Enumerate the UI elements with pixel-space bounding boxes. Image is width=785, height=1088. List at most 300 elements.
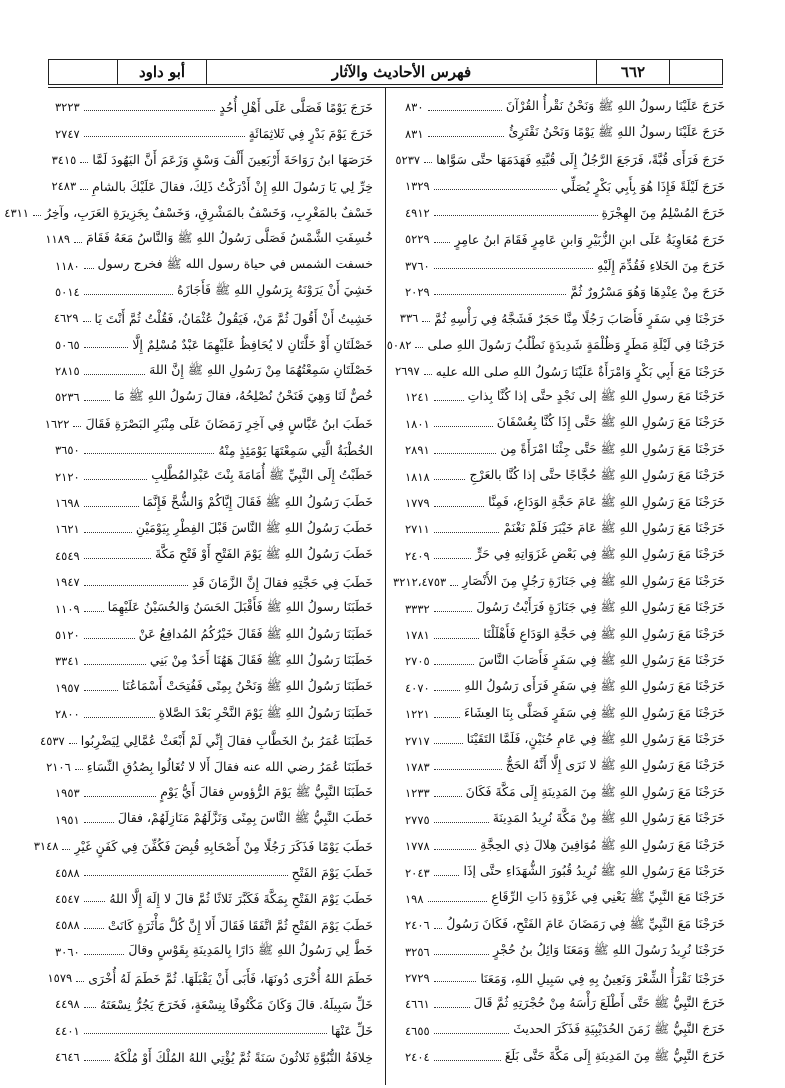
- hadith-number: ٣٣٦: [399, 311, 419, 326]
- leader-dots: [434, 268, 593, 269]
- hadith-number: ١٦٩٨: [55, 496, 80, 511]
- hadith-number: ٢٤٠٦: [405, 918, 430, 933]
- hadith-number: ٢٤٠٩: [405, 548, 430, 563]
- hadith-number: ٨٣١: [405, 126, 424, 141]
- leader-dots: [84, 901, 106, 902]
- leader-dots: [84, 453, 215, 454]
- leader-dots: [33, 215, 41, 216]
- hadith-incipit: خَرَجَ مِنَ الخَلاءِ فَقُدِّمَ إِلَيْهِ: [597, 258, 725, 274]
- leader-dots: [69, 743, 77, 744]
- index-entry: [405, 200, 725, 226]
- leader-dots: [434, 664, 475, 665]
- index-entry: [4, 200, 373, 226]
- leader-dots: [415, 347, 423, 348]
- hadith-number: ٤٥٤٩: [55, 548, 80, 563]
- hadith-number: ٥٢٣٧: [395, 152, 421, 167]
- hadith-incipit: خَرَجَ المُسْلِمُ مِنَ الهِجْرَةِ: [601, 205, 725, 221]
- index-entry: [55, 912, 373, 938]
- hadith-number: ١٩٥١: [55, 812, 80, 827]
- leader-dots: [84, 374, 145, 375]
- index-entry: [405, 411, 725, 437]
- leader-dots: [434, 215, 598, 216]
- leader-dots: [62, 849, 70, 850]
- index-entry: [55, 569, 373, 595]
- hadith-number: ٢٧٢٩: [405, 971, 430, 986]
- hadith-number: ٢٤٨٣: [51, 179, 77, 194]
- leader-dots: [84, 585, 188, 586]
- hadith-incipit: خَرَصَهَا ابنُ رَوَاحَةَ أَرْبَعِينَ أَلْفَ وَسْقٍ وَزَعَمَ أَنَّ اليَهُودَ لَمَّا: [92, 152, 373, 168]
- index-entry: [405, 859, 725, 885]
- hadith-number: ٥٢٢٩: [405, 232, 430, 247]
- hadith-incipit: خَرَجْنَا مَعَ رَسُولِ اللهِ ﷺ مِنَ المَدِينَةِ إِلَى مَكَّةَ فَكَانَ: [465, 783, 725, 799]
- leader-dots: [422, 321, 430, 322]
- leader-dots: [434, 189, 557, 190]
- hadith-incipit: خَرَجْنَا مَعَ رَسُولِ اللهِ ﷺ حُجَّاجًا حتَّى إذا كُنَّا بالعَرْجِ: [469, 467, 725, 483]
- index-entry: [405, 173, 725, 199]
- index-entry: [55, 886, 373, 912]
- leader-dots: [84, 136, 245, 137]
- hadith-incipit: خَلِّ عَنْهَا: [331, 1023, 373, 1039]
- leader-dots: [434, 690, 461, 691]
- index-entry: [51, 173, 373, 199]
- hadith-number: ١٢٢١: [405, 707, 430, 722]
- index-entry: [395, 358, 725, 384]
- index-entry: [55, 279, 373, 305]
- index-entry: [55, 595, 373, 621]
- hadith-incipit: خَطَبَنَا النَّبِيُّ ﷺ يَوْمَ الرُّؤوسِ فقالَ أَيُّ يَوْمٍ: [160, 783, 373, 799]
- index-entry: [40, 727, 373, 753]
- index-entry: [405, 727, 725, 753]
- hadith-incipit: خَصْلَتَانِ أَوْ خَلَّتَانِ لا يُحَافِظُ عَلَيْهِمَا عَبْدٌ مُسْلِمٌ إِلَّا: [132, 337, 373, 353]
- hadith-incipit: خَطَبْتُ إِلَى النَّبِيِّ ﷺ أُمَامَةَ بِنْتَ عَبْدِالمُطَّلِبِ: [151, 467, 373, 483]
- index-entry: [51, 147, 373, 173]
- hadith-incipit: خَرَجْنَا مَعَ رَسُولِ اللهِ ﷺ عَامَ خَيْبَرَ فَلَمْ نَغْنَمْ: [503, 519, 725, 535]
- leader-dots: [434, 822, 489, 823]
- index-entry: [55, 332, 373, 358]
- hadith-incipit: خَرَجَ عَلَيْنَا رسولُ اللهِ ﷺ وَنَحْنُ نَقْرأُ القُرْآنَ: [505, 97, 725, 113]
- index-entry: [405, 226, 725, 252]
- hadith-incipit: خَطَبَنَا رَسُولُ اللهِ ﷺ وَنَحْنُ بِمِنًى فَفُتِحَتْ أَسْمَاعُنَا: [122, 678, 373, 694]
- hadith-incipit: خَرَجْنَا فِي سَفَرٍ فَأَصَابَ رَجُلًا مِنَّا حَجَرٌ فَشَجَّهُ فِي رَأْسِهِ ثُمَّ: [434, 310, 725, 326]
- hadith-number: ٥٠٦٥: [55, 337, 80, 352]
- leader-dots: [80, 162, 88, 163]
- index-entry: [405, 622, 725, 648]
- hadith-number: ٢٦٩٧: [395, 364, 420, 379]
- hadith-incipit: خَلِّ سَبِيلَهُ. قالَ وَكَانَ مَكْتُوفًا بِنِسْعَةٍ، فَخَرَجَ يَجُرُّ نِسْعَتَهُ: [99, 996, 373, 1012]
- hadith-incipit: خَطَبَنَا عُمَرُ بنُ الخَطَّابِ فقالَ إِنِّي لَمْ أَبْعَثْ عُمَّالِي لِيَضْرِبُوا: [80, 733, 373, 749]
- hadith-number: ١٣٢٩: [405, 179, 430, 194]
- hadith-incipit: خَطَبَ يَوْمَ الفَتْحِ: [291, 865, 373, 881]
- hadith-incipit: خَشِيتُ أَنْ أَقُولَ ثُمَّ مَنْ، فَيَقُولُ عُثْمَانُ، فَقُلْتُ ثُمَّ أَنْتَ يَا: [94, 310, 373, 326]
- leader-dots: [76, 981, 84, 982]
- hadith-incipit: خَرَجْنَا مَعَ رَسُولِ اللهِ ﷺ حَتَّى إِذَا كُنَّا بِعُسْفَانَ: [496, 414, 725, 430]
- leader-dots: [434, 796, 462, 797]
- hadith-number: ٤٣١١: [4, 205, 29, 220]
- book-name: أبو داود: [117, 60, 206, 84]
- hadith-number: ١٥٧٩: [47, 971, 73, 986]
- hadith-incipit: خَطَبَ رَسُولُ اللهِ ﷺ النَّاسَ قَبْلَ الفِطْرِ بِيَوْمَيْنِ: [135, 519, 373, 535]
- hadith-incipit: خَرَجْنَا فِي لَيْلَةِ مَطَرٍ وَظُلْمَةٍ شَدِيدَةٍ نَطْلُبُ رَسُولَ اللهِ صلى: [427, 337, 725, 353]
- index-entry: [55, 358, 373, 384]
- index-entry: [405, 1044, 725, 1070]
- hadith-incipit: خَرَجْنَا مَعَ رَسُولِ اللهِ ﷺ فِي سَفَرٍ فَصَلَّى بِنَا العِشَاءَ: [464, 704, 725, 720]
- hadith-number: ١٩٨: [405, 891, 424, 906]
- page-header: [48, 59, 723, 85]
- hadith-number: ١٨٠١: [405, 416, 430, 431]
- index-entry: [55, 384, 373, 410]
- leader-dots: [434, 981, 477, 982]
- hadith-incipit: خَطَبَنَا عُمَرُ رضي الله عنه فقالَ أَلا لا تُغَالُوا بِصُدُقِ النِّسَاءِ: [86, 759, 373, 775]
- leader-dots: [434, 954, 489, 955]
- hadith-number: ٤٥٨٨: [55, 865, 80, 880]
- hadith-number: ٤٦٢٩: [53, 311, 79, 326]
- leader-dots: [434, 611, 473, 612]
- leader-dots: [434, 532, 500, 533]
- index-entry: [405, 279, 725, 305]
- hadith-incipit: خَرَجْنَا مَعَ رَسُولِ اللهِ ﷺ فِي سَفَرٍ فَرَأَى رَسُولُ اللهِ: [464, 678, 725, 694]
- leader-dots: [434, 743, 463, 744]
- hadith-number: ٢٧١١: [405, 522, 430, 537]
- leader-dots: [434, 400, 464, 401]
- index-entry: [393, 569, 725, 595]
- hadith-number: ٢٨٠٠: [55, 707, 80, 722]
- leader-dots: [84, 875, 288, 876]
- leader-dots: [75, 769, 83, 770]
- index-entry: [55, 94, 373, 120]
- hadith-number: ٥٢٣٦: [55, 390, 80, 405]
- index-entry: [55, 437, 373, 463]
- leader-dots: [434, 479, 466, 480]
- index-entry: [55, 648, 373, 674]
- hadith-number: ٤٦٥٥: [405, 1023, 430, 1038]
- hadith-number: ٢٠٤٣: [405, 865, 430, 880]
- index-entry: [405, 886, 725, 912]
- index-entry: [405, 252, 725, 278]
- index-entry: [405, 701, 725, 727]
- index-entry: [55, 516, 373, 542]
- hadith-number: ٤٩١٢: [405, 205, 430, 220]
- hadith-incipit: خَرَجْنَا مَعَ رسولِ اللهِ ﷺ إلى نَجْدٍ حتَّى إذا كُنَّا بِذاتِ: [467, 387, 725, 403]
- leader-dots: [428, 136, 505, 137]
- hadith-number: ٣١٤٨: [33, 839, 59, 854]
- index-entry: [405, 965, 725, 991]
- hadith-incipit: خَطَبَنَا رَسُولُ اللهِ ﷺ فَقَالَ هَهُنَا أَحَدٌ مِنْ بَنِي: [149, 651, 373, 667]
- index-entry: [405, 120, 725, 146]
- leader-dots: [434, 1033, 509, 1034]
- hadith-incipit: خَطَبَنَا رسولُ اللهِ ﷺ فَأَقْبَلَ الحَسَنُ وَالحُسَيْنُ عَلَيْهِمَا: [107, 599, 373, 615]
- leader-dots: [434, 849, 476, 850]
- hadith-number: ٣٣٣٢: [405, 601, 430, 616]
- hadith-number: ١٨١٨: [405, 469, 430, 484]
- header-spacer-left: [49, 60, 117, 84]
- leader-dots: [84, 1033, 327, 1034]
- hadith-number: ١٦٢٢: [44, 416, 70, 431]
- index-entry: [405, 1018, 725, 1044]
- leader-dots: [434, 769, 502, 770]
- hadith-number: ٣٧٦٠: [405, 258, 430, 273]
- hadith-incipit: خَرَجَ مِنْ عِنْدِهَا وَهُوَ مَسْرُورٌ ثُمَّ: [570, 284, 725, 300]
- hadith-number: ٥١٢٠: [55, 628, 80, 642]
- hadith-number: ١٢٣٣: [405, 786, 430, 801]
- hadith-incipit: خَسْفٌ بالمَغْرِبِ، وَخَسْفٌ بالمَشْرِقِ، وَخَسْفٌ بِجَزِيرَةِ العَرَبِ، وآخِرُ: [44, 205, 373, 221]
- index-entry: [405, 490, 725, 516]
- hadith-number: ٢٧٠٥: [405, 654, 430, 669]
- header-spacer-right: [669, 60, 722, 84]
- index-entry: [47, 965, 373, 991]
- hadith-number: ٣٢٢٣: [55, 100, 80, 115]
- hadith-incipit: خَرَجْنَا مَعَ رَسُولِ اللهِ ﷺ فِي حَجَّةِ الوَدَاعِ فَأَهْلَلْنَا: [483, 625, 725, 641]
- index-entry: [55, 305, 373, 331]
- index-entry: [55, 120, 373, 146]
- index-entry: [405, 912, 725, 938]
- leader-dots: [84, 400, 110, 401]
- index-entry: [46, 754, 373, 780]
- index-entry: [55, 939, 373, 965]
- hadith-incipit: خَصْلَتَانِ سَمِعْتُهُمَا مِنْ رَسُولِ اللهِ ﷺ إِنَّ اللهَ: [149, 361, 373, 377]
- index-entry: [405, 807, 725, 833]
- leader-dots: [434, 638, 480, 639]
- index-entry: [395, 147, 725, 173]
- left-column: [4, 94, 373, 1070]
- leader-dots: [84, 506, 139, 507]
- index-entry: [55, 701, 373, 727]
- hadith-incipit: خَطَمَ اللهُ أُخْرَى دُونَهَا، فَأَبَى أَنْ يَقْبَلَهَا. ثُمَّ خَطَمَ لَهُ أُخْرَى: [88, 970, 373, 986]
- hadith-incipit: خَرَجْنَا مَعَ رَسُولِ اللهِ ﷺ حَتَّى جِئْنَا امْرَأَةً مِن: [500, 440, 725, 456]
- hadith-number: ١١٠٩: [55, 601, 80, 616]
- hadith-incipit: الخُطْبَةُ الَّتِي سَمِعْتَهَا يَوْمَئِذٍ مِنْهُ: [218, 442, 373, 458]
- hadith-number: ٨٣٠: [405, 100, 424, 115]
- leader-dots: [434, 426, 493, 427]
- right-column: [386, 94, 725, 1070]
- leader-dots: [84, 928, 104, 929]
- hadith-incipit: خَشِيَ أَنْ يَرَوْنَهُ بِرَسُولِ اللهِ ﷺ فَأَجَازَهُ: [177, 282, 373, 298]
- hadith-incipit: خَرَجَ مُعَاوِيَةُ عَلَى ابنِ الزُّبَيْرِ وَابنِ عَامِرٍ فَقَامَ ابنُ عامِرٍ: [454, 231, 725, 247]
- hadith-incipit: خسفت الشمس في حياة رسول الله ﷺ فخرج رسول: [97, 256, 373, 272]
- hadith-number: ٣٢١٢،٤٧٥٣: [393, 575, 447, 590]
- hadith-incipit: خَطَبَنَا رَسُولُ اللهِ ﷺ يَوْمَ النَّحْرِ بَعْدَ الصَّلاةِ: [158, 704, 373, 720]
- page-number: ٦٦٢: [596, 60, 669, 84]
- index-entry: [55, 1044, 373, 1070]
- hadith-number: ٤٥٨٨: [55, 918, 80, 933]
- leader-dots: [434, 558, 472, 559]
- hadith-number: ٤٦٤٦: [55, 1050, 80, 1065]
- index-entry: [405, 463, 725, 489]
- index-entry: [405, 780, 725, 806]
- page-title: فهرس الأحاديث والآثار: [206, 60, 596, 84]
- index-entry: [405, 437, 725, 463]
- leader-dots: [84, 611, 104, 612]
- hadith-incipit: خَرَجْنَا مَعَ رَسُولِ اللهِ ﷺ فِي بَعْضِ غَزَوَاتِهِ فِي حَرٍّ: [475, 546, 725, 562]
- hadith-number: ١٧٨٣: [405, 759, 430, 774]
- hadith-incipit: خَرَجْنَا مَعَ رَسُولِ اللهِ ﷺ مُوَافِينَ هِلالَ ذِي الحِجَّةِ: [480, 836, 725, 852]
- index-entry: [44, 411, 373, 437]
- leader-dots: [84, 294, 173, 295]
- leader-dots: [84, 822, 114, 823]
- leader-dots: [434, 453, 497, 454]
- index-entry: [405, 675, 725, 701]
- hadith-incipit: خَطَبَ يَوْمَ الفَتْحِ ثُمَّ اتَّفَقَا فَقَالَ أَلا إِنَّ كُلَّ مَأْثَرَةٍ كَانَتْ: [107, 917, 373, 933]
- hadith-incipit: خَطَبَ ابنُ عَبَّاسٍ فِي آخِرِ رَمَضَانَ عَلَى مِنْبَرِ البَصْرَةِ فَقَالَ: [85, 416, 373, 432]
- hadith-incipit: خَرَجَ عَلَيْنَا رسولُ اللهِ ﷺ يَوْمًا وَنَحْنُ نَقْتَرِئُ: [508, 124, 725, 140]
- index-entry: [55, 807, 373, 833]
- hadith-incipit: خَرَجْنَا مَعَ رَسُولِ اللهِ ﷺ لا نَرَى إِلَّا أَنَّهُ الحَجُّ: [505, 757, 725, 773]
- hadith-incipit: خَطَبَ فِي حَجَّتِهِ فقالَ إِنَّ الزَّمَانَ قَدِ: [192, 574, 373, 590]
- leader-dots: [84, 347, 129, 348]
- hadith-incipit: خَطَبَ رَسُولُ اللهِ ﷺ يَوْمَ الفَتْحِ أَوْ فَتْحِ مَكَّةَ: [154, 546, 373, 562]
- index-entry: [405, 833, 725, 859]
- leader-dots: [84, 954, 125, 955]
- index-entry: [55, 1018, 373, 1044]
- hadith-number: ١٩٥٣: [55, 786, 80, 801]
- hadith-number: ١١٨٠: [55, 258, 80, 273]
- leader-dots: [84, 796, 156, 797]
- leader-dots: [434, 875, 460, 876]
- column-divider: [385, 87, 386, 1085]
- hadith-incipit: خَطَبَ رَسُولُ اللهِ ﷺ فَقَالَ إِيَّاكُمْ وَالشُّحَّ فَإِنَّمَا: [142, 493, 373, 509]
- index-entry: [55, 675, 373, 701]
- hadith-number: ٢٧٤٧: [55, 126, 80, 141]
- hadith-number: ١٢٤١: [405, 390, 430, 405]
- hadith-incipit: خَرَجَ النَّبِيُّ ﷺ مِنَ المَدِينَةِ إِلَى مَكَّةَ حَتَّى بَلَغَ: [504, 1047, 725, 1063]
- leader-dots: [83, 321, 91, 322]
- hadith-number: ٢٧١٧: [405, 733, 430, 748]
- leader-dots: [428, 110, 502, 111]
- leader-dots: [84, 110, 216, 111]
- index-entry: [33, 833, 373, 859]
- hadith-incipit: خَرَجْنَا مَعَ رَسُولِ اللهِ ﷺ عَامَ حَجَّةِ الوَدَاعِ، فَمِنَّا: [488, 493, 725, 509]
- hadith-number: ١١٨٩: [45, 232, 71, 247]
- hadith-number: ٢٤٠٤: [405, 1050, 430, 1065]
- hadith-incipit: خَرَجْنَا مَعَ رَسُولِ اللهِ ﷺ فِي سَفَرٍ فَأَصَابَ النَّاسَ: [478, 651, 725, 667]
- hadith-number: ٢٨٩١: [405, 443, 430, 458]
- hadith-number: ٢٧٧٥: [405, 812, 430, 827]
- hadith-incipit: خَرَجَ لَيْلَةً فَإِذَا هُوَ بِأَبِي بَكْرٍ يُصَلِّي: [560, 178, 725, 194]
- hadith-number: ١٧٨١: [405, 628, 430, 642]
- index-entry: [55, 780, 373, 806]
- index-entry: [405, 384, 725, 410]
- hadith-number: ٤٤٩٨: [55, 997, 80, 1012]
- leader-dots: [84, 479, 148, 480]
- hadith-incipit: خَرَجْنَا مَعَ أَبِي بَكْرٍ وَامْرَأَةٌ عَلَيْنَا رَسُولُ اللهِ صلى الله عليه: [435, 363, 725, 379]
- index-entry: [55, 859, 373, 885]
- index-entry: [55, 252, 373, 278]
- hadith-number: ١٧٧٨: [405, 839, 430, 854]
- leader-dots: [424, 162, 432, 163]
- index-entry: [405, 94, 725, 120]
- hadith-number: ٢١٢٠: [55, 469, 80, 484]
- leader-dots: [434, 1060, 501, 1061]
- hadith-incipit: خَطَبَ يَوْمًا فَذَكَرَ رَجُلًا مِنْ أَصْحَابِهِ قُبِضَ فَكُفِّنَ فِي كَفَنٍ غَيْرِ: [74, 838, 373, 854]
- hadith-number: ١٩٥٧: [55, 680, 80, 695]
- leader-dots: [434, 242, 451, 243]
- hadith-number: ٥٠١٤: [55, 284, 80, 299]
- index-entry: [405, 939, 725, 965]
- hadith-incipit: خَرَجْنَا نَقْرَأُ الشِّعْرَ وَنَعِينُ بِهِ فِي سَبِيلِ اللهِ، وَمَعَنَا: [480, 970, 725, 986]
- leader-dots: [84, 558, 151, 559]
- hadith-incipit: خَرَجْنَا مَعَ رَسُولِ اللهِ ﷺ نُرِيدُ قُبُورَ الشُّهَدَاءِ حتَّى إذَا: [463, 863, 725, 879]
- leader-dots: [80, 189, 88, 190]
- hadith-number: ٢٠٢٩: [405, 284, 430, 299]
- leader-dots: [84, 690, 118, 691]
- hadith-incipit: خَرَجْنَا مَعَ رَسُولِ اللهِ ﷺ فِي جَنَازَةِ رَجُلٍ مِنَ الأَنْصَارِ: [462, 572, 725, 588]
- leader-dots: [434, 717, 460, 718]
- index-entry: [405, 648, 725, 674]
- hadith-incipit: خَرَجْنَا مَعَ رَسُولِ اللهِ ﷺ فِي عَامِ حُنَيْنٍ، فَلَمَّا التَقَيْنَا: [466, 731, 725, 747]
- hadith-incipit: خَرَجْنَا مَعَ النَّبِيِّ ﷺ يَعْنِي فِي غَزْوَةِ ذَاتِ الرِّقَاعِ: [491, 889, 725, 905]
- index-entry: [405, 516, 725, 542]
- hadith-incipit: خَرَجْنَا نُرِيدُ رَسُولَ اللهِ ﷺ وَمَعَنَا وَائِلُ بنُ حُجْرٍ: [493, 942, 725, 958]
- leader-dots: [84, 664, 146, 665]
- index-entry: [45, 226, 373, 252]
- leader-dots: [434, 928, 443, 929]
- leader-dots: [434, 506, 484, 507]
- leader-dots: [73, 426, 81, 427]
- index-entry: [399, 305, 725, 331]
- hadith-number: ٤٠٧٠: [405, 680, 430, 695]
- index-entry: [405, 991, 725, 1017]
- leader-dots: [84, 638, 135, 639]
- leader-dots: [84, 1060, 110, 1061]
- hadith-number: ٥٠٨٢: [386, 337, 412, 352]
- hadith-incipit: خُصٌّ لَنَا وَهِيَ فَنَحْنُ نُصْلِحُهُ، فقالَ رَسُولُ اللهِ ﷺ مَا: [114, 387, 373, 403]
- hadith-incipit: خَرَجَ يَوْمَ بَدْرٍ فِي ثَلاثِمَائَةٍ: [248, 126, 373, 142]
- index-entry: [55, 490, 373, 516]
- hadith-number: ١٩٤٧: [55, 575, 80, 590]
- hadith-incipit: خِرِّ لِي يَا رَسُولَ اللهِ إِنْ أَدْرَكْتُ ذَلِكَ، فقالَ عَلَيْكَ بالشامِ: [92, 178, 373, 194]
- hadith-incipit: خَرَجَ يَوْمًا فَصَلَّى عَلَى أَهْلِ أُحُدٍ: [219, 99, 373, 115]
- hadith-number: ٣٤١٥: [51, 152, 77, 167]
- leader-dots: [434, 294, 567, 295]
- hadith-incipit: خَرَجَ النَّبِيُّ ﷺ زَمَنَ الحُدَيْبِيَةِ فَذَكَرَ الحديثَ: [513, 1021, 725, 1037]
- hadith-number: ٢٨١٥: [55, 364, 80, 379]
- hadith-incipit: خَطَبَنَا رَسُولُ اللهِ ﷺ فَقَالَ خَيْرُكُمُ المُدافِعُ عَنْ: [138, 625, 373, 641]
- hadith-number: ٤٥٣٧: [40, 733, 65, 748]
- leader-dots: [424, 374, 432, 375]
- index-entry: [55, 991, 373, 1017]
- hadith-number: ٣٦٥٠: [55, 443, 80, 458]
- hadith-incipit: خَطَّ لِي رَسُولُ اللهِ ﷺ دَارًا بِالمَدِينَةِ بِقَوْسٍ وقالَ: [128, 942, 373, 958]
- index-entry: [405, 543, 725, 569]
- hadith-incipit: خَرَجَ فَرَأَى قُبَّةً، فَرَجَعَ الرَّجُلُ إِلَى قُبَّتِهِ فَهَدَمَهَا حتَّى سَوَّاها: [436, 152, 725, 168]
- index-entry: [55, 622, 373, 648]
- hadith-number: ١٦٢١: [55, 522, 80, 537]
- index-entry: [55, 543, 373, 569]
- index-entry: [405, 595, 725, 621]
- hadith-incipit: خَرَجْنَا مَعَ رَسُولِ اللهِ ﷺ مِنْ مَكَّةَ نُرِيدُ المَدِينَةَ: [492, 810, 725, 826]
- leader-dots: [434, 1007, 470, 1008]
- hadith-number: ٤٤٠١: [55, 1023, 80, 1038]
- hadith-incipit: خَطَبَ النَّبِيُّ ﷺ النَّاسَ بِمِنًى وَنَزَّلَهُمْ مَنَازِلَهُمْ، فقالَ: [117, 810, 373, 826]
- hadith-number: ٢١٠٦: [46, 759, 71, 774]
- leader-dots: [450, 585, 458, 586]
- leader-dots: [428, 901, 488, 902]
- hadith-number: ٣٣٤١: [55, 654, 80, 669]
- hadith-number: ٤٥٤٧: [55, 891, 80, 906]
- hadith-number: ٣٢٥٦: [405, 944, 430, 959]
- index-entry: [405, 754, 725, 780]
- leader-dots: [74, 242, 82, 243]
- hadith-incipit: خَطَبَ يَوْمَ الفَتْحِ بِمَكَّةَ فَكَبَّرَ ثَلاثًا ثُمَّ قالَ لا إِلَهَ إِلَّا اللهُ: [109, 891, 373, 907]
- hadith-incipit: خَرَجْنَا مَعَ النَّبِيِّ ﷺ فِي رَمَضَانَ عَامَ الفَتْحِ، فَكَانَ رَسُولُ: [446, 915, 725, 931]
- hadith-incipit: خَرَجَ النَّبِيُّ ﷺ حَتَّى أَطْلَعَ رَأْسَهُ مِنْ حُجْرَتِهِ ثُمَّ قَالَ: [473, 994, 725, 1010]
- index-entry: [55, 463, 373, 489]
- leader-dots: [84, 1007, 96, 1008]
- leader-dots: [84, 532, 132, 533]
- leader-dots: [84, 717, 155, 718]
- hadith-incipit: خَرَجْنَا مَعَ رَسُولِ اللهِ ﷺ فِي جَنَازَةٍ فَرَأَيْتُ رَسُولَ: [476, 599, 725, 615]
- index-entry: [386, 332, 725, 358]
- hadith-incipit: خُسِفَتِ الشَّمْسُ فَصَلَّى رَسُولُ اللهِ ﷺ وَالنَّاسُ مَعَهُ فَقَامَ: [86, 229, 373, 245]
